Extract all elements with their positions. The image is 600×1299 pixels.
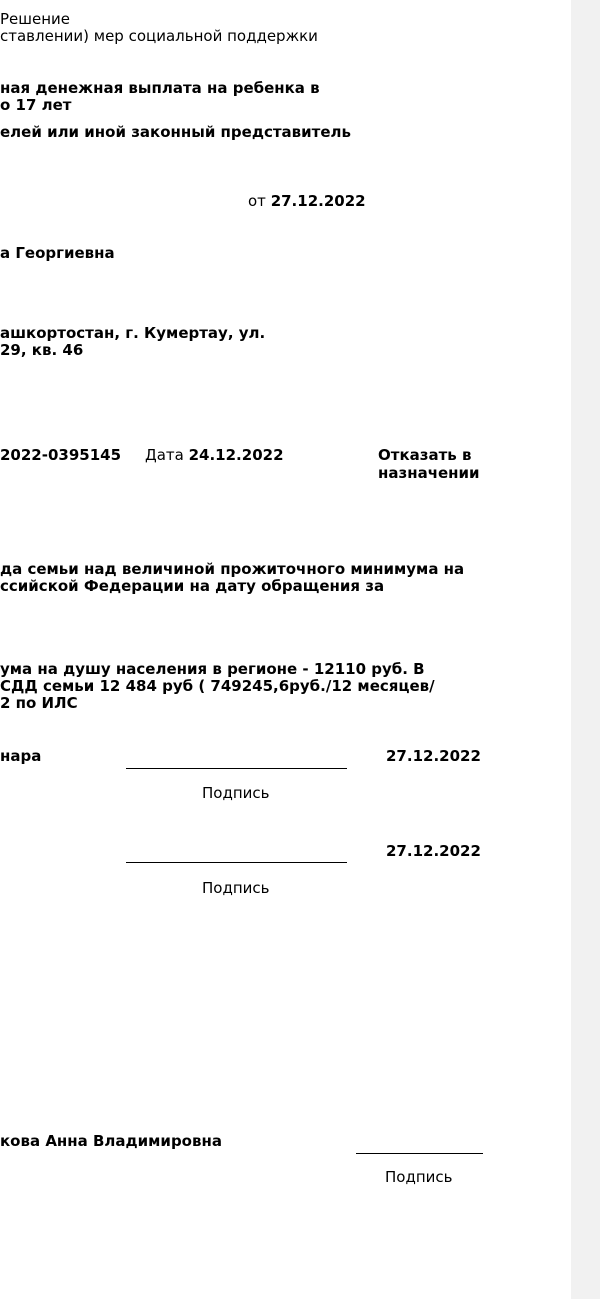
executor-signature-line (356, 1153, 483, 1154)
measure-name-line1: ная денежная выплата на ребенка в (0, 79, 320, 97)
measure-name-line2: о 17 лет (0, 96, 72, 114)
applicant-address-line2: 29, кв. 46 (0, 341, 84, 359)
signer-1-name: нара (0, 747, 42, 765)
reason-line2: ссийской Федерации на дату обращения за (0, 577, 385, 595)
application-date-prefix: Дата (145, 446, 189, 464)
signer-2-signature-line (126, 862, 347, 863)
signer-2-caption: Подпись (202, 879, 270, 897)
application-number: 2022-0395145 (0, 446, 122, 464)
application-date-value: 24.12.2022 (188, 446, 284, 464)
application-date (145, 447, 284, 464)
calculation-line3: 2 по ИЛС (0, 694, 78, 712)
decision-date (248, 193, 366, 210)
calculation-line2: СДД семьи 12 484 руб ( 749245,6руб./12 месяцев/ (0, 677, 435, 695)
scrollbar-track[interactable] (571, 0, 600, 1299)
decision-date-value: 27.12.2022 (270, 192, 366, 210)
document-title: Решение (0, 10, 71, 28)
signer-2-date: 27.12.2022 (386, 842, 481, 860)
document-subtitle: ставлении) мер социальной поддержки (0, 27, 318, 45)
executor-name: кова Анна Владимировна (0, 1132, 222, 1150)
decision-date-prefix: от (248, 192, 271, 210)
signer-1-date: 27.12.2022 (386, 747, 481, 765)
signer-1-caption: Подпись (202, 784, 270, 802)
application-result-line1: Отказать в (378, 446, 472, 464)
calculation-line1: ума на душу населения в регионе - 12110 руб. В (0, 660, 425, 678)
signer-1-signature-line (126, 768, 347, 769)
applicant-name: а Георгиевна (0, 244, 115, 262)
executor-caption: Подпись (385, 1168, 453, 1186)
reason-line1: да семьи над величиной прожиточного минимума на (0, 560, 465, 578)
applicant-address-line1: ашкортостан, г. Кумертау, ул. (0, 324, 266, 342)
applicant-role: елей или иной законный представитель (0, 123, 351, 141)
application-result-line2: назначении (378, 464, 480, 482)
